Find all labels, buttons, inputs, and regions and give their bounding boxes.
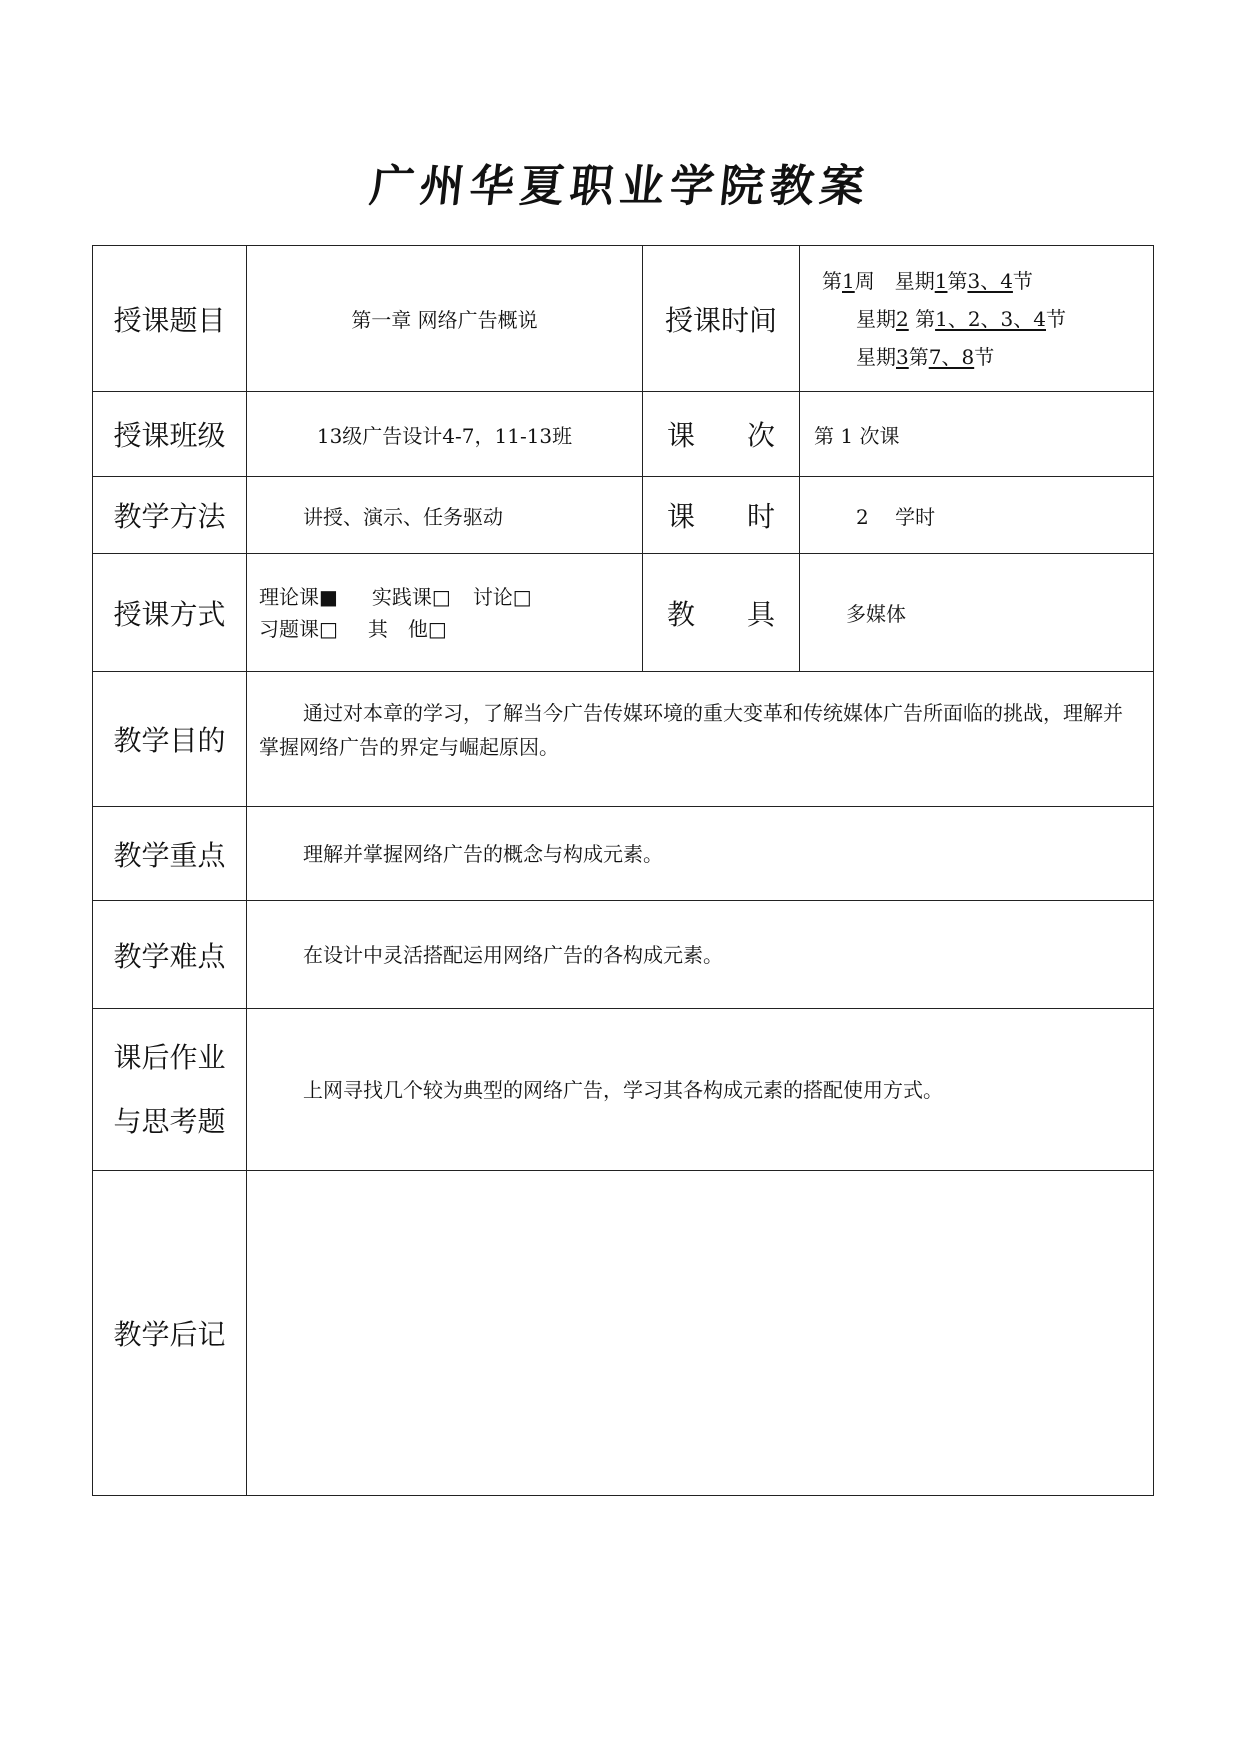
row-class bbox=[93, 392, 1154, 477]
row-key-points bbox=[93, 807, 1154, 901]
row-postscript bbox=[93, 1171, 1154, 1496]
key-points-value: 理解并掌握网络广告的概念与构成元素。 bbox=[247, 807, 1154, 901]
purpose-value: 通过对本章的学习，了解当今广告传媒环境的重大变革和传统媒体广告所面临的挑战，理解并掌握网络广告的界定与崛起原因。 bbox=[247, 672, 1154, 807]
class-value: 13级广告设计4-7，11-13班 bbox=[247, 392, 643, 477]
lesson-plan-table bbox=[92, 245, 1154, 1496]
mode-theory: 理论课■ bbox=[259, 584, 338, 609]
row-mode bbox=[93, 554, 1154, 672]
weekday-1: 1 bbox=[934, 268, 948, 293]
row-difficulties bbox=[93, 901, 1154, 1009]
topic-label: 授课题目 bbox=[93, 246, 247, 392]
time-label: 授课时间 bbox=[643, 246, 800, 392]
mode-exercise: 习题课□ bbox=[259, 616, 338, 641]
periods-2: 1、2、3、4 bbox=[935, 306, 1046, 331]
row-purpose bbox=[93, 672, 1154, 807]
hours-label: 课 时 bbox=[643, 477, 800, 554]
postscript-value bbox=[247, 1171, 1154, 1496]
mode-discussion: 讨论□ bbox=[472, 584, 532, 609]
tools-label: 教 具 bbox=[643, 554, 800, 672]
tools-value: 多媒体 bbox=[800, 554, 1154, 672]
postscript-label: 教学后记 bbox=[93, 1171, 247, 1496]
mode-other: 其 他□ bbox=[367, 616, 447, 641]
time-value bbox=[800, 246, 1154, 392]
weekday-3: 3 bbox=[896, 344, 909, 369]
method-value: 讲授、演示、任务驱动 bbox=[247, 477, 643, 554]
mode-options bbox=[247, 554, 643, 672]
method-label: 教学方法 bbox=[93, 477, 247, 554]
homework-label: 课后作业 与思考题 bbox=[93, 1009, 247, 1171]
weekday-2: 2 bbox=[896, 306, 909, 331]
homework-value: 上网寻找几个较为典型的网络广告，学习其各构成元素的搭配使用方式。 bbox=[247, 1009, 1154, 1171]
row-method bbox=[93, 477, 1154, 554]
time-line-2: 星期2 第1、2、3、4节 bbox=[856, 306, 1066, 331]
purpose-label: 教学目的 bbox=[93, 672, 247, 807]
difficulties-label: 教学难点 bbox=[93, 901, 247, 1009]
class-label: 授课班级 bbox=[93, 392, 247, 477]
row-homework bbox=[93, 1009, 1154, 1171]
time-line-3: 星期3第7、8节 bbox=[856, 344, 995, 369]
difficulties-value: 在设计中灵活搭配运用网络广告的各构成元素。 bbox=[247, 901, 1154, 1009]
mode-practice: 实践课□ bbox=[371, 584, 451, 609]
periods-3: 7、8 bbox=[928, 344, 975, 369]
row-topic bbox=[93, 246, 1154, 392]
document-title: 广州华夏职业学院教案 bbox=[367, 161, 873, 212]
time-line-1: 第1周 星期1第3、4节 bbox=[822, 268, 1033, 293]
session-value: 第 1 次课 bbox=[800, 392, 1154, 477]
mode-label: 授课方式 bbox=[93, 554, 247, 672]
week-number: 1 bbox=[842, 268, 855, 293]
key-points-label: 教学重点 bbox=[93, 807, 247, 901]
session-label: 课 次 bbox=[643, 392, 800, 477]
periods-1: 3、4 bbox=[967, 268, 1013, 293]
hours-value: 2 学时 bbox=[800, 477, 1154, 554]
topic-value: 第一章 网络广告概说 bbox=[247, 246, 643, 392]
